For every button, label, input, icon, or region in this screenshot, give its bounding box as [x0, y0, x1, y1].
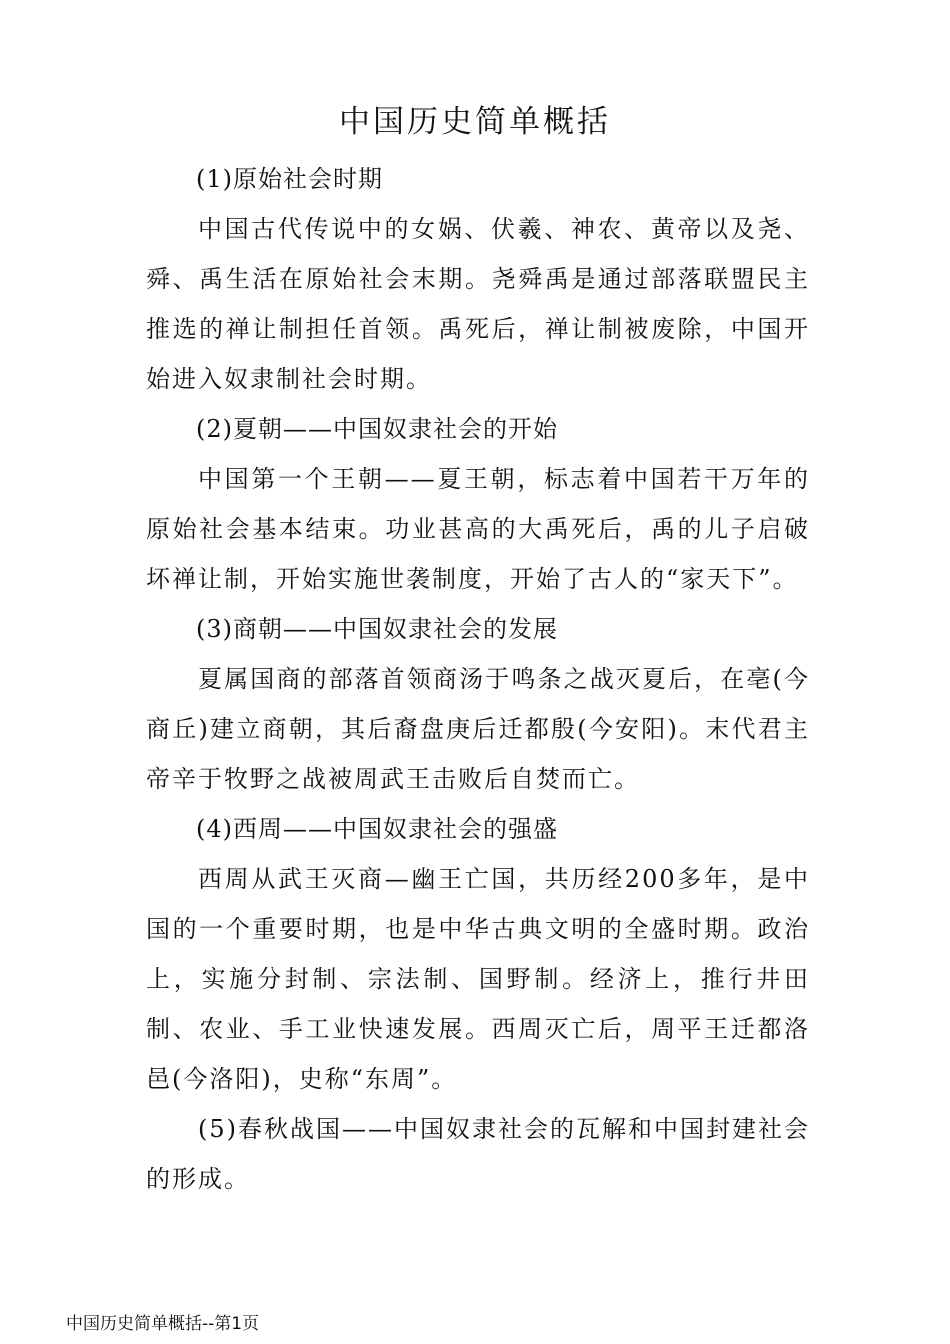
section-heading: (3)商朝——中国奴隶社会的发展 [196, 615, 558, 643]
section-heading: (2)夏朝——中国奴隶社会的开始 [196, 415, 558, 443]
page-footer: 中国历史简单概括--第1页 [66, 1314, 260, 1334]
section-heading: (5)春秋战国——中国奴隶社会的瓦解和中国封建社会的形成。 [146, 1115, 810, 1193]
section-paragraph: 中国第一个王朝——夏王朝，标志着中国若干万年的原始社会基本结束。功业甚高的大禹死后，禹的儿子启破坏禅让制，开始实施世袭制度，开始了古人的“家天下”。 [146, 465, 810, 593]
section-paragraph: 夏属国商的部落首领商汤于鸣条之战灭夏后，在亳(今商丘)建立商朝，其后裔盘庚后迁都殷(今安阳)。末代君主帝辛于牧野之战被周武王击败后自焚而亡。 [146, 665, 810, 793]
section-paragraph: 中国古代传说中的女娲、伏羲、神农、黄帝以及尧、舜、禹生活在原始社会末期。尧舜禹是通过部落联盟民主推选的禅让制担任首领。禹死后，禅让制被废除，中国开始进入奴隶制社会时期。 [146, 215, 810, 393]
section-heading: (1)原始社会时期 [196, 165, 383, 193]
document-body [146, 154, 810, 1204]
section-paragraph: 西周从武王灭商—幽王亡国，共历经200多年，是中国的一个重要时期，也是中华古典文明的全盛时期。政治上，实施分封制、宗法制、国野制。经济上，推行井田制、农业、手工业快速发展。西周灭亡后，周平王迁都洛邑(今洛阳)，史称“东周”。 [146, 865, 810, 1093]
section-heading: (4)西周——中国奴隶社会的强盛 [196, 815, 558, 843]
page-title: 中国历史简单概括 [339, 104, 611, 140]
